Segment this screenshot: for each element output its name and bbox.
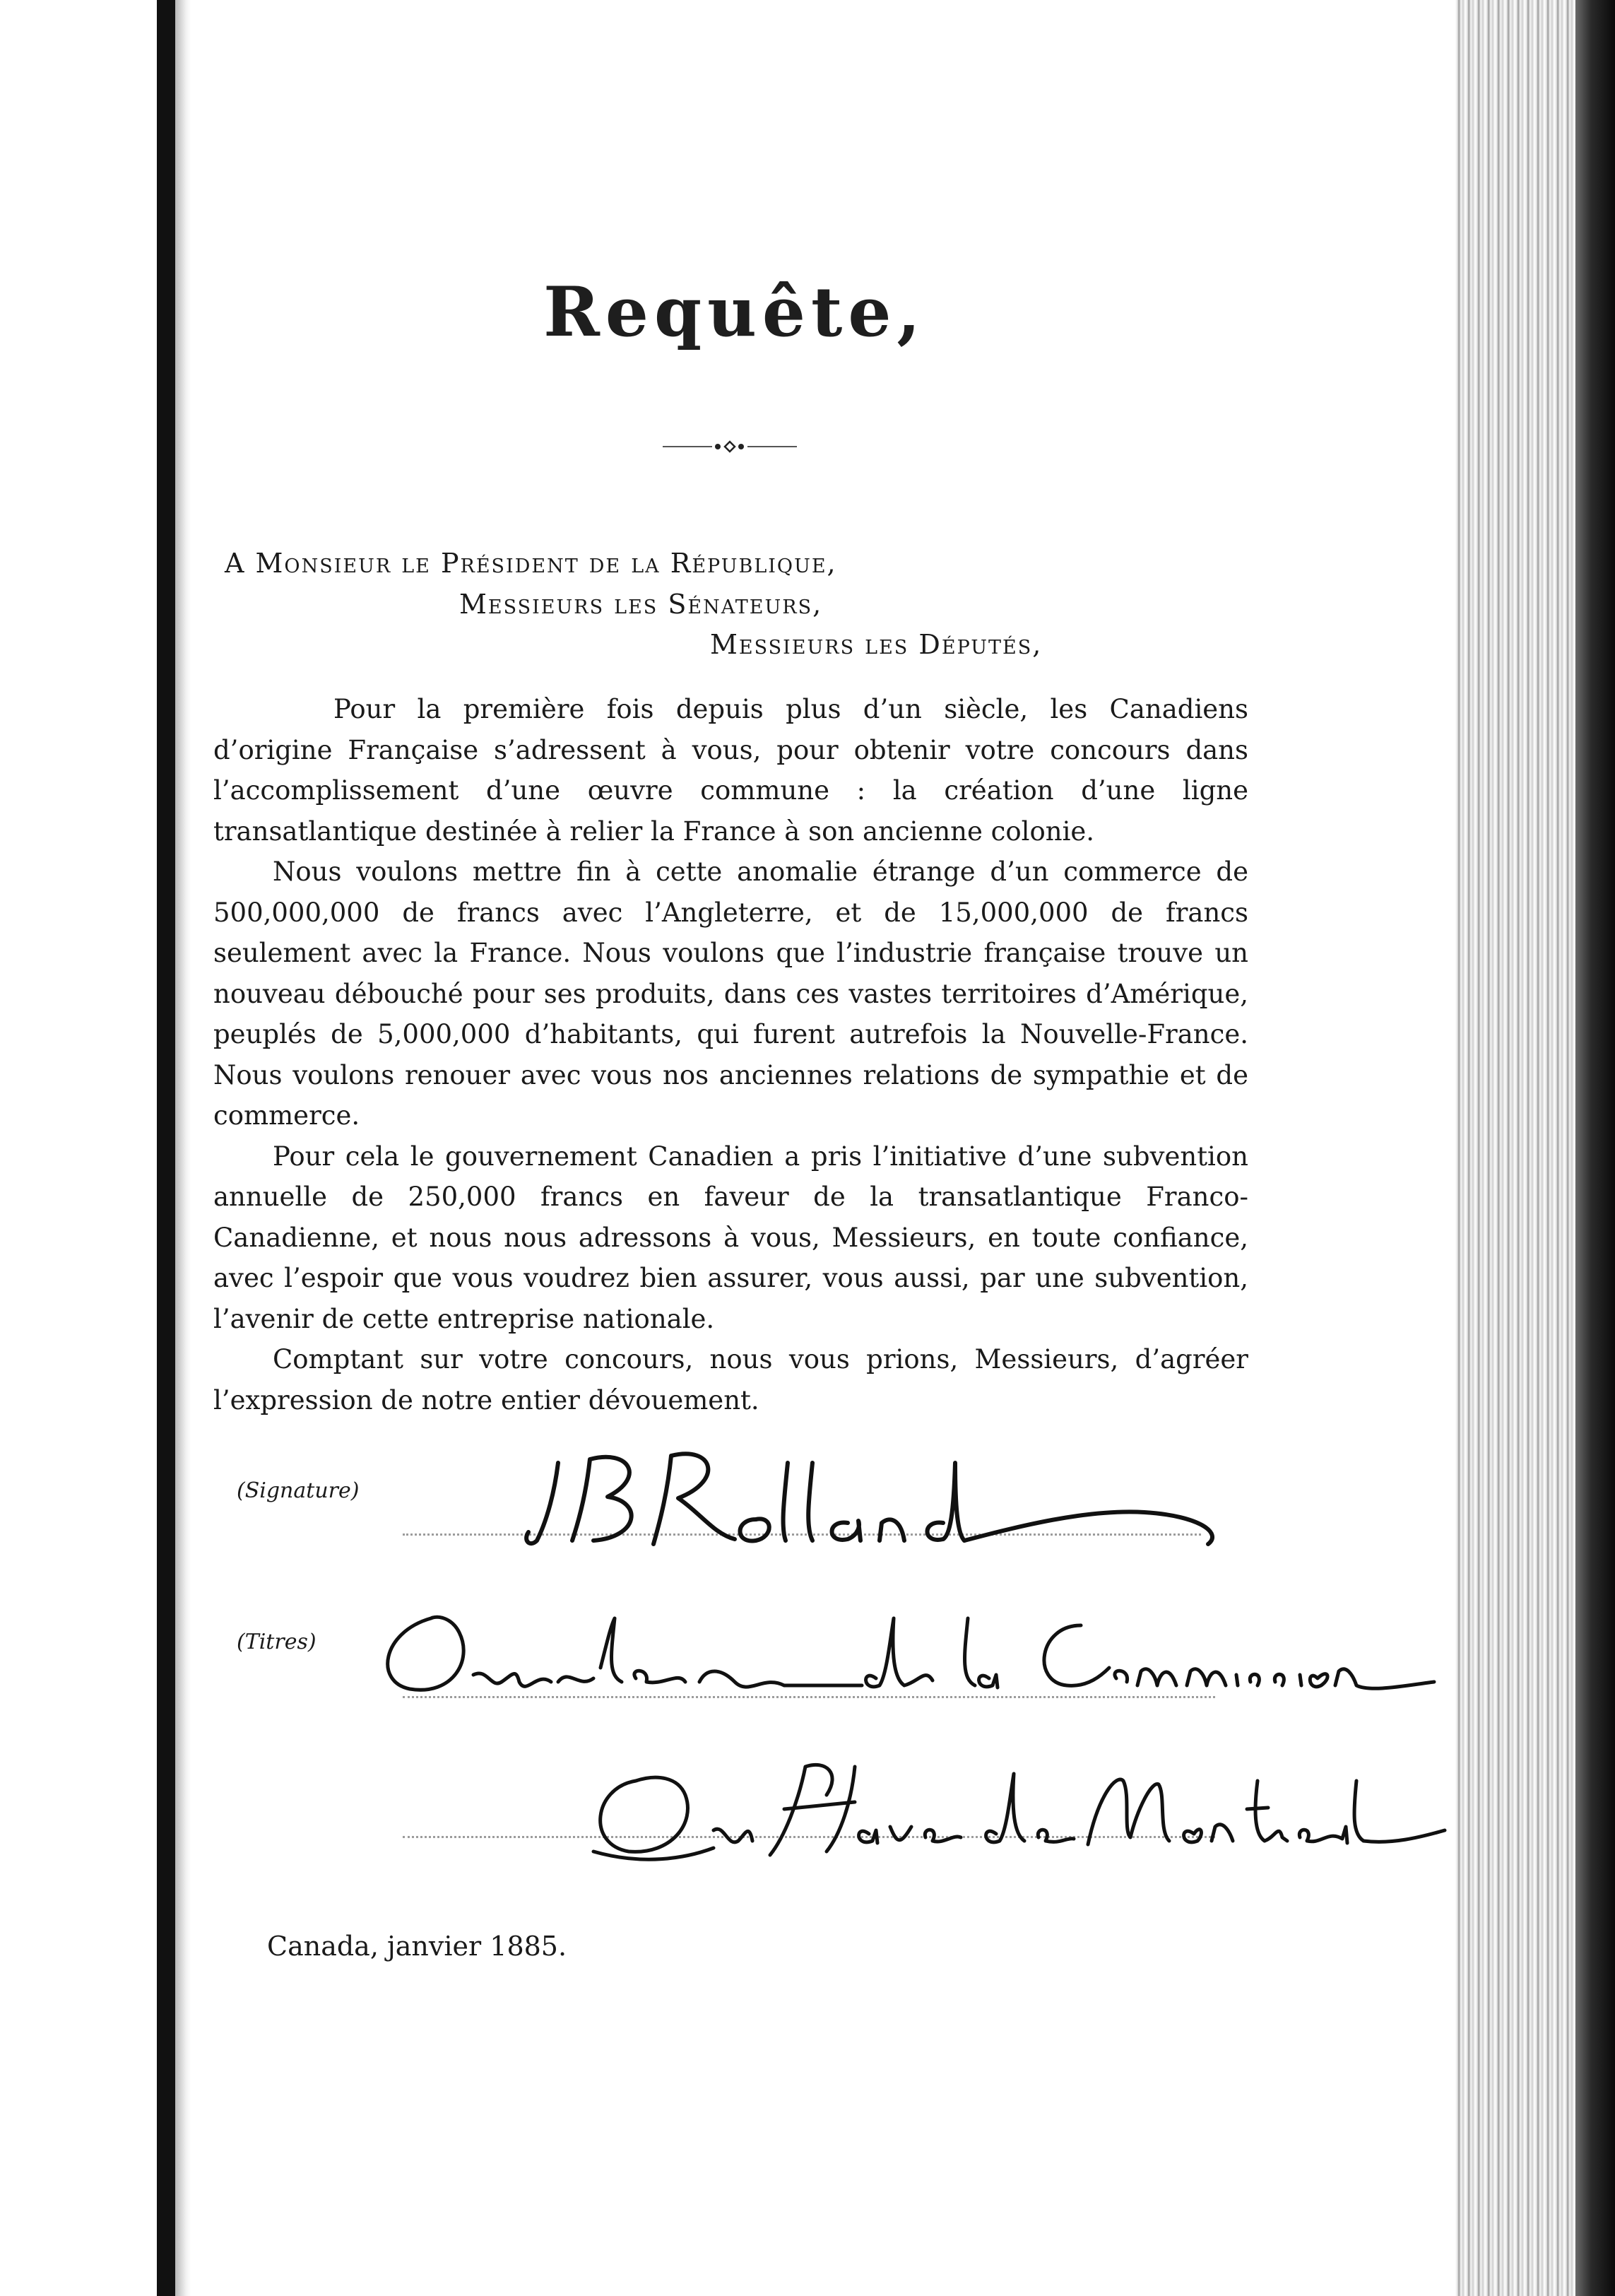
- handwritten-title-line-1: [367, 1597, 1441, 1717]
- paragraph-3: Pour cela le gouvernement Canadien a pris l’initiative d’une subvention annuelle de 250,000 francs en faveur de la transatlantique Franco-Canadienne, et nous nous adressons à vous, Messieurs, en toute confiance, avec l’espoir que vous voudrez bien assurer, vous aussi, par une subvention, l’avenir de cette entreprise nationale.: [213, 1141, 1248, 1334]
- addressee-deputies: Messieurs les Députés,: [710, 629, 1043, 660]
- paragraph-2: Nous voulons mettre fin à cette anomalie étrange d’un commerce de 500,000,000 de francs avec l’Angleterre, et de 15,000,000 de francs seulement avec la France. Nous voulons que l’industrie française trouve un nouveau débouché pour ses produits, dans ces vastes territoires d’Amérique, peuplés de 5,000,000 d’habitants, qui furent autrefois la Nouvelle-France. Nous voulons renouer avec vous nos anciennes relations de sympathie et de commerce.: [213, 856, 1248, 1131]
- handwritten-title-line-2: [572, 1753, 1448, 1873]
- paragraph-4: Comptant sur votre concours, nous vous prions, Messieurs, d’agréer l’expression de notre entier dévouement.: [213, 1344, 1248, 1415]
- paragraph-1: Pour la première fois depuis plus d’un siècle, les Canadiens d’origine Française s’adressent à vous, pour obtenir votre concours dans l’accomplissement d’une œuvre commune : la création d’une ligne transatlantique destinée à relier la France à son ancienne colonie.: [213, 694, 1248, 847]
- signature-label: (Signature): [237, 1478, 360, 1503]
- addressee-senators: Messieurs les Sénateurs,: [459, 589, 823, 620]
- body-text: [213, 689, 1248, 1420]
- ornament-divider-icon: [663, 438, 797, 455]
- handwritten-signature: [523, 1442, 1229, 1555]
- place-date: Canada, janvier 1885.: [267, 1931, 567, 1962]
- titles-label: (Titres): [237, 1630, 317, 1654]
- page-title: Requête,: [543, 272, 926, 352]
- book-edge: [1575, 0, 1615, 2296]
- addressee-president: A Monsieur le Président de la République,: [225, 548, 837, 579]
